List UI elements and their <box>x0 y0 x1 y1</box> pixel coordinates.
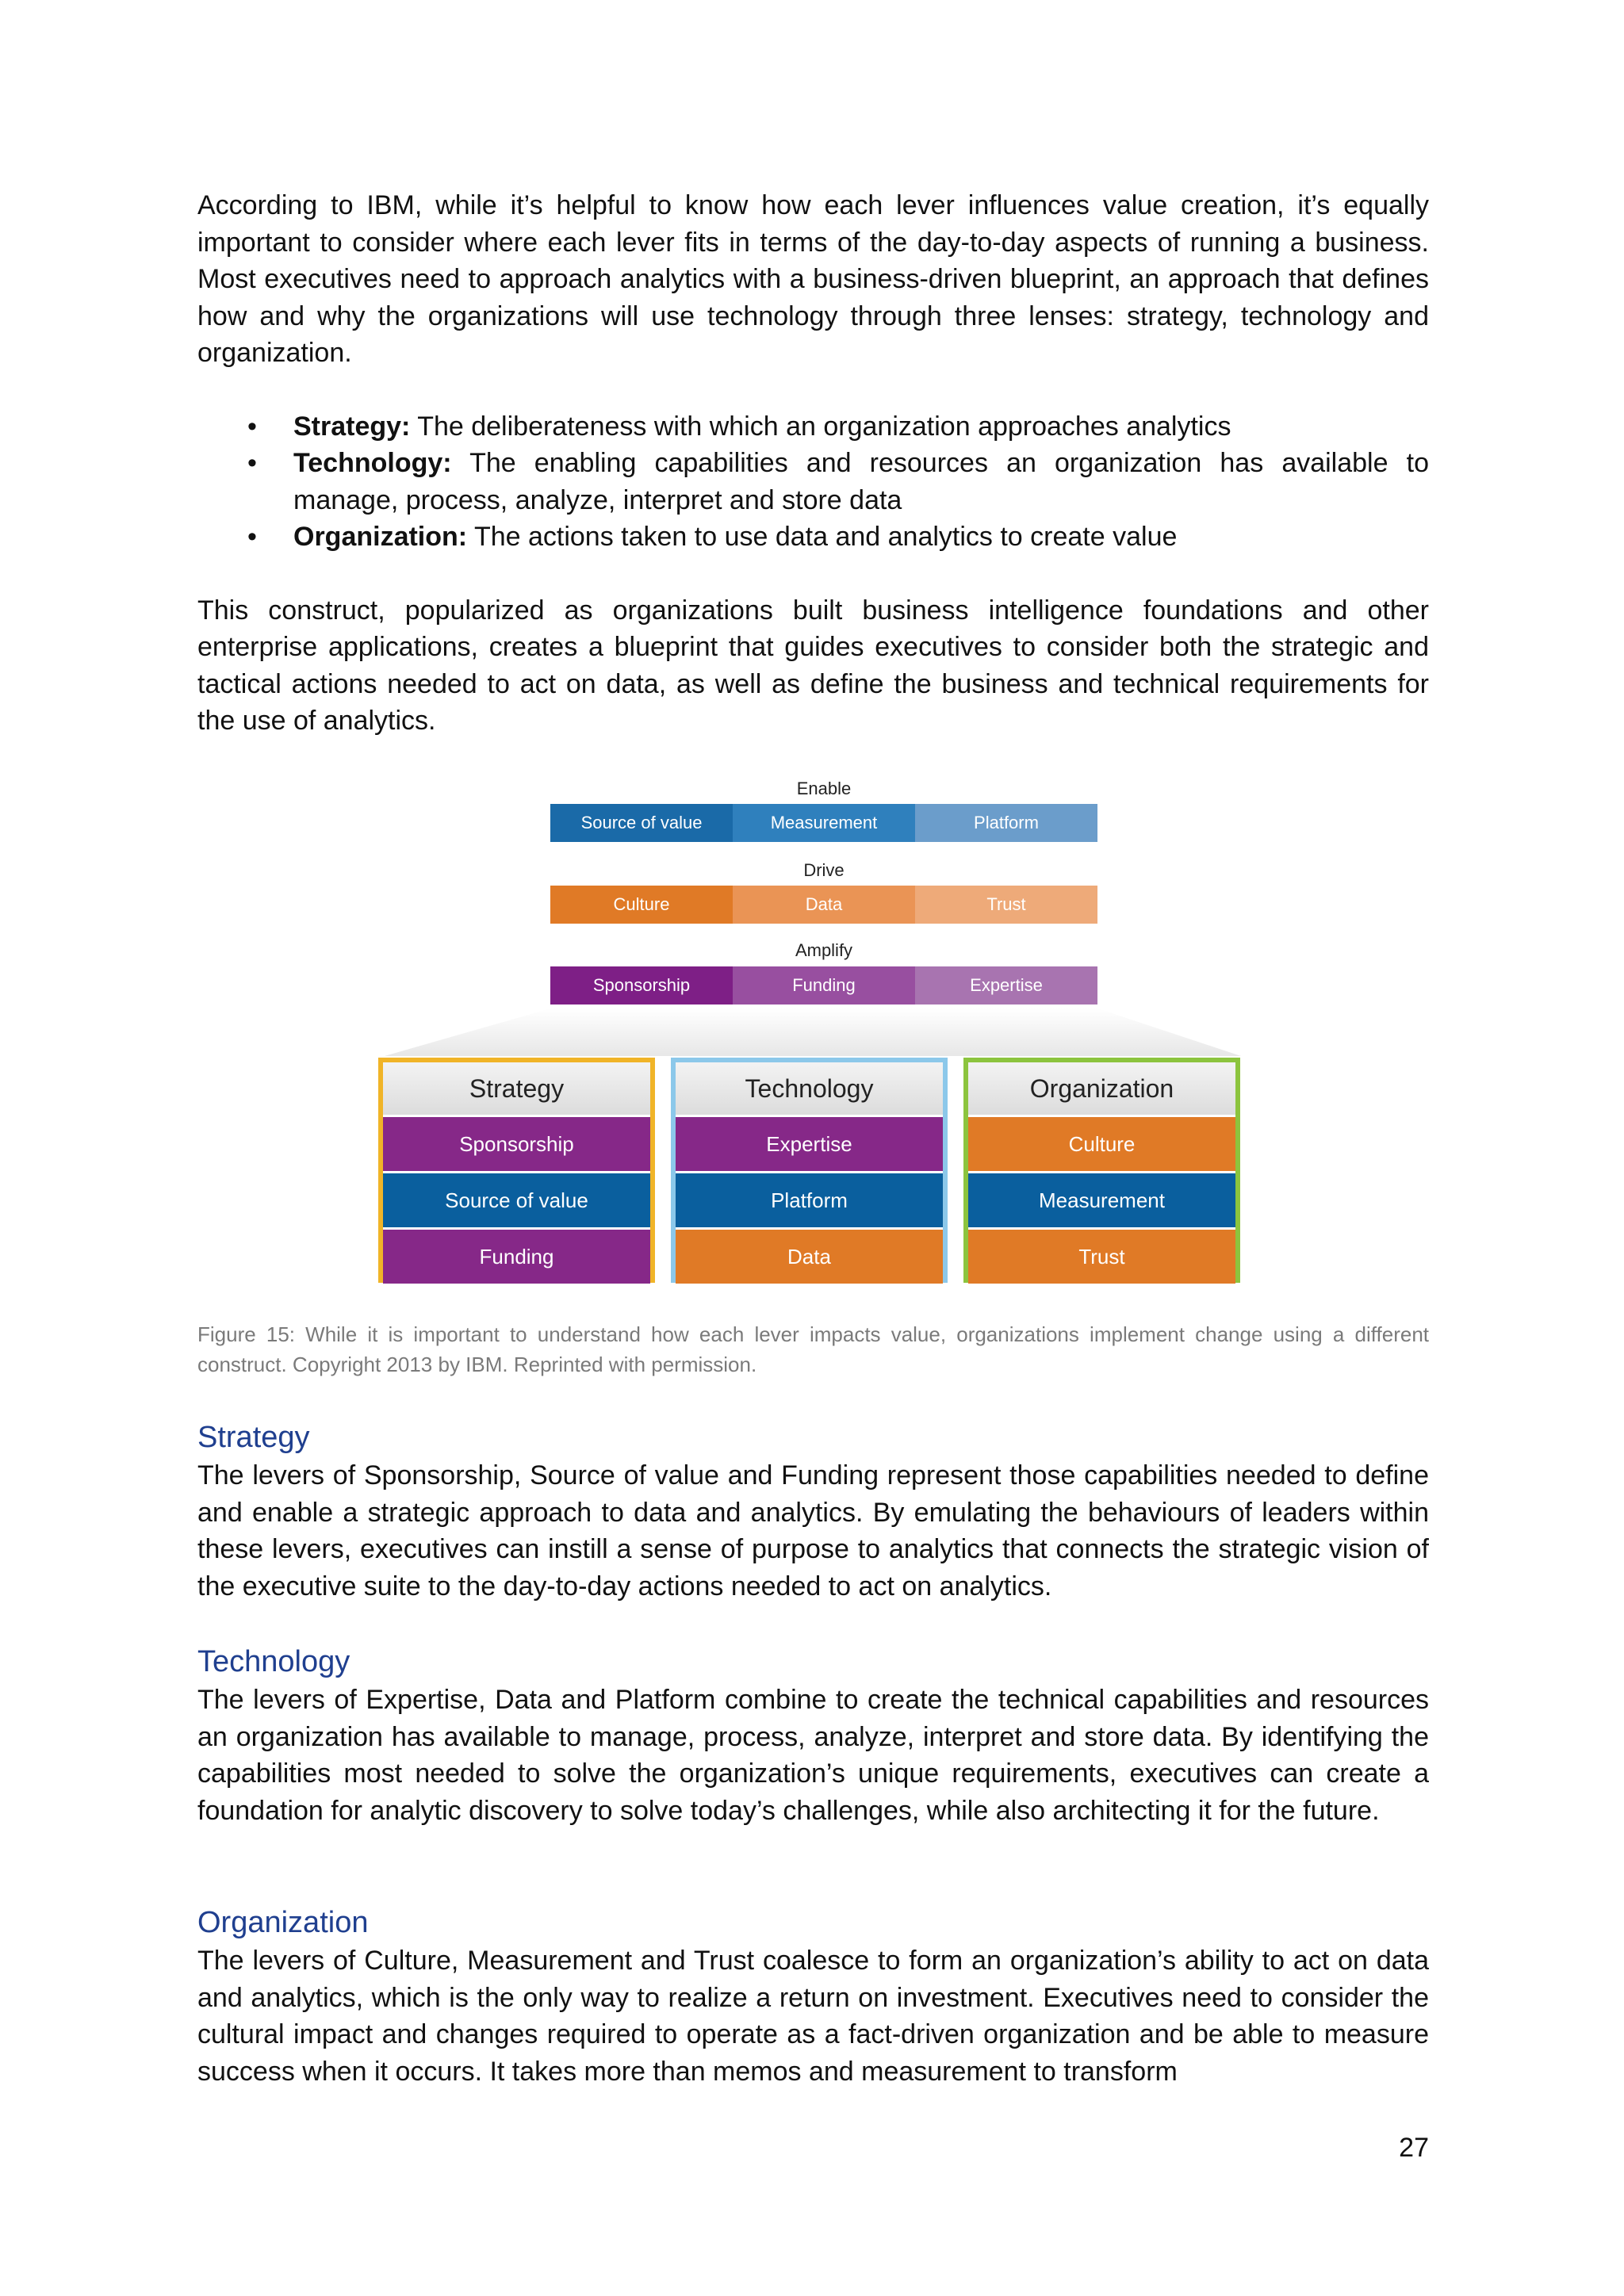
roof-gradient <box>377 1008 1249 1056</box>
section-text: The levers of Expertise, Data and Platform combine to create the technical capabilities and resources an organization has available to manage, process, analyze, interpret and store data. By identifying the capabilities most needed to solve the organization’s unique requirements, executives can create a foundation for analytic discovery to solve today’s challenges, while also architecting it for the future. <box>197 1685 1429 1826</box>
pillar-organization <box>963 1058 1240 1283</box>
pillar-cell: Source of value <box>383 1173 650 1227</box>
pillar-cell: Funding <box>383 1230 650 1284</box>
lens-list <box>197 408 1429 556</box>
pillar-cell: Data <box>676 1230 943 1284</box>
row-label-drive: Drive <box>803 860 845 880</box>
section-heading: Technology <box>197 1645 350 1678</box>
construct-paragraph: This construct, popularized as organizations built business intelligence foundations and other enterprise applications, creates a blueprint that guides executives to consider both the strategic and tactical actions needed to act on data, as well as define the business and technical requirements for the use of analytics. <box>197 595 1429 736</box>
bar-segment: Funding <box>733 966 915 1004</box>
lever-figure <box>377 779 1249 1286</box>
bar-segment: Expertise <box>915 966 1097 1004</box>
row-label-amplify: Amplify <box>795 940 853 960</box>
bullet-icon: • <box>247 522 257 552</box>
intro-paragraph: According to IBM, while it’s helpful to know how each lever influences value creation, it’s equally important to consider where each lever fits in terms of the day-to-day aspects of running a business. Most executives need to approach analytics with a business-driven blueprint, an approach that defines how and why the organizations will use technology through three lenses: strategy, technology and organization. <box>197 190 1429 368</box>
pillar-cell: Platform <box>676 1173 943 1227</box>
bar-segment: Trust <box>915 886 1097 924</box>
section-organization <box>197 1903 1429 2090</box>
pillar-cell: Expertise <box>676 1117 943 1171</box>
page-number: 27 <box>1399 2133 1429 2163</box>
section-heading: Organization <box>197 1906 369 1939</box>
bullet-icon: • <box>247 448 257 478</box>
bar-segment: Measurement <box>733 804 915 842</box>
pillar-cell: Trust <box>968 1230 1235 1284</box>
section-technology <box>197 1642 1429 1829</box>
pillar-cell: Measurement <box>968 1173 1235 1227</box>
page-body <box>197 187 1429 740</box>
list-item <box>197 445 1429 519</box>
bar-segment: Sponsorship <box>550 966 733 1004</box>
list-item-term: Organization: <box>293 522 468 552</box>
list-item-text: The deliberateness with which an organization approaches analytics <box>410 411 1231 442</box>
pillar-strategy <box>378 1058 655 1283</box>
section-strategy <box>197 1418 1429 1605</box>
pillar-title: Strategy <box>383 1062 650 1115</box>
list-item <box>197 519 1429 556</box>
pillar-title: Technology <box>676 1062 943 1115</box>
pillar-cell: Culture <box>968 1117 1235 1171</box>
list-item-term: Strategy: <box>293 411 411 442</box>
bar-segment: Platform <box>915 804 1097 842</box>
pillar-cell: Sponsorship <box>383 1117 650 1171</box>
list-item-text: The actions taken to use data and analytics to create value <box>467 522 1178 552</box>
row-label-enable: Enable <box>796 779 852 798</box>
list-item-term: Technology: <box>293 448 452 478</box>
bar-enable <box>550 804 1097 842</box>
bar-amplify <box>550 966 1097 1004</box>
list-item-text: The enabling capabilities and resources an organization has available to manage, process, analyze, interpret and store data <box>293 448 1429 515</box>
bar-segment: Source of value <box>550 804 733 842</box>
pillar-technology <box>671 1058 948 1283</box>
section-text: The levers of Culture, Measurement and Trust coalesce to form an organization’s ability to act on data and analytics, which is the only way to realize a return on investment. Executives need to consider the cultural impact and changes required to operate as a fact-driven organization and be able to measure success when it occurs. It takes more than memos and measurement to transform <box>197 1946 1429 2087</box>
bar-segment: Data <box>733 886 915 924</box>
bullet-icon: • <box>247 411 257 442</box>
pillar-title: Organization <box>968 1062 1235 1115</box>
figure-caption: Figure 15: While it is important to understand how each lever impacts value, organizations implement change using a different construct. Copyright 2013 by IBM. Reprinted with permission. <box>197 1322 1429 1376</box>
section-heading: Strategy <box>197 1421 310 1454</box>
list-item <box>197 408 1429 446</box>
bar-segment: Culture <box>550 886 733 924</box>
bar-drive <box>550 886 1097 924</box>
section-text: The levers of Sponsorship, Source of value and Funding represent those capabilities needed to define and enable a strategic approach to data and analytics. By emulating the behaviours of leaders within these levers, executives can instill a sense of purpose to analytics that connects the strategic vision of the executive suite to the day-to-day actions needed to act on analytics. <box>197 1460 1429 1601</box>
